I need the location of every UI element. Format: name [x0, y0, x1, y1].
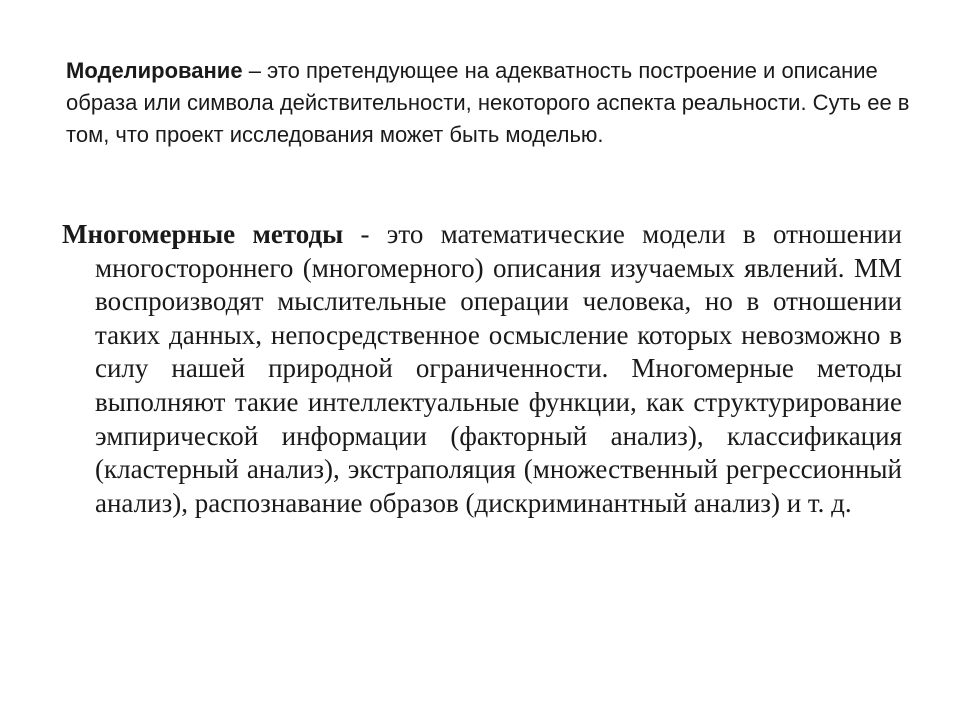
multivariate-methods-text: - это математические модели в отношении многостороннего (многомерного) описания изучаемых явлений. ММ воспроизводят мыслительные операции человека, но в отношении таких данных, непосредственное осмысление которых невозможно в силу нашей природной ограниченности. Многомерные методы выполняют такие интеллектуальные функции, как структурирование эмпирической информации (факторный анализ), классификация (кластерный анализ), экстраполяция (множественный регрессионный анализ), распознавание образов (дискриминантный анализ) и т. д.: [95, 219, 902, 518]
modeling-definition: [66, 55, 926, 151]
multivariate-methods-definition: [62, 218, 902, 520]
multivariate-methods-term: Многомерные методы: [62, 219, 344, 249]
modeling-definition-text: – это претендующее на адекватность построение и описание образа или символа действительности, некоторого аспекта реальности. Суть ее в том, что проект исследования может быть моделью.: [66, 58, 910, 147]
modeling-term: Моделирование: [66, 58, 243, 83]
